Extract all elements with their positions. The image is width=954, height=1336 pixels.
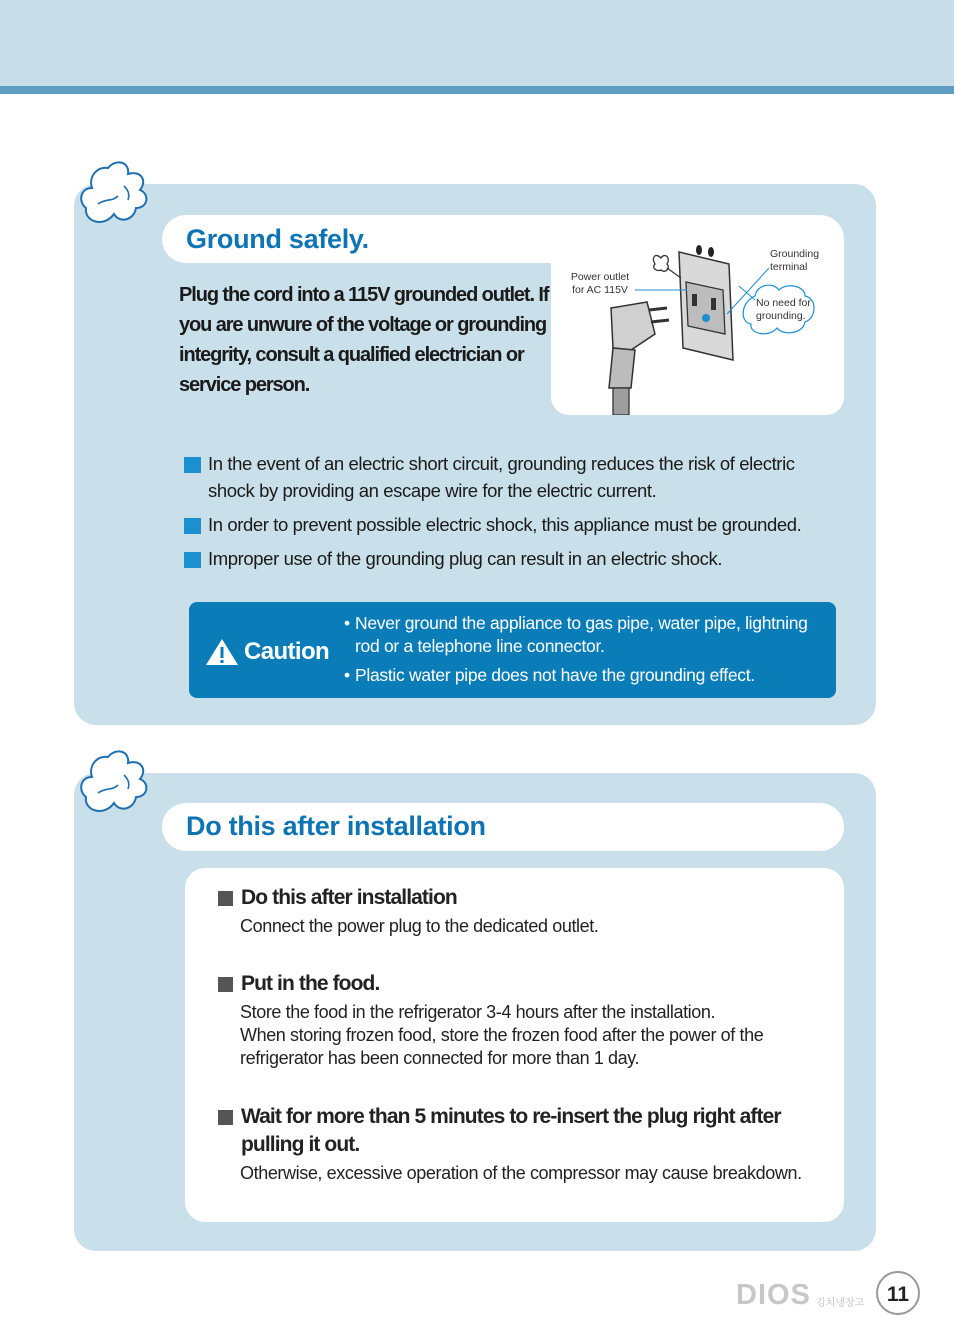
after-item-text-line1: Store the food in the refrigerator 3-4 hours after the installation. [240, 1002, 716, 1022]
top-header-rule [0, 86, 954, 94]
bullet-square-icon [184, 457, 201, 473]
page-number: 11 [876, 1271, 920, 1315]
brand-subtitle: 김치냉장고 [816, 1298, 865, 1309]
bullet-square-icon [218, 1110, 233, 1125]
after-item-heading [218, 884, 838, 912]
bullet-dot-icon: • [344, 613, 350, 633]
after-item-text-line2: When storing frozen food, store the frozen food after the power of the refrigerator has been connected for more than 1 day. [240, 1025, 764, 1068]
label-grounding-terminal [770, 248, 819, 274]
list-item-text: In the event of an electric short circuit, grounding reduces the risk of electric shock by providing an escape wire for the electric current. [208, 453, 795, 501]
after-item-heading [218, 970, 838, 998]
label-grounding-line2: terminal [770, 261, 808, 273]
list-item [184, 450, 844, 504]
label-power-outlet-line1: Power outlet [570, 271, 630, 283]
caution-item-text: Never ground the appliance to gas pipe, water pipe, lightning rod or a telephone line connector. [355, 613, 808, 656]
after-item-heading-text: Wait for more than 5 minutes to re-insert the plug right after pulling it out. [241, 1105, 781, 1156]
caution-item-text: Plastic water pipe does not have the grounding effect. [355, 665, 755, 685]
after-item-heading [218, 1103, 838, 1159]
ground-bullet-list [184, 450, 844, 579]
label-power-outlet-line2: for AC 115V [572, 284, 628, 296]
label-noneed-line1: No need for [756, 297, 811, 309]
after-item [218, 1103, 838, 1185]
warning-triangle-icon [205, 638, 239, 666]
label-no-need-grounding [756, 297, 811, 323]
after-item-text: Otherwise, excessive operation of the compressor may cause breakdown. [240, 1163, 802, 1183]
caution-item [344, 612, 824, 658]
caution-label [205, 638, 329, 666]
caution-item [344, 664, 824, 687]
bullet-square-icon [218, 977, 233, 992]
list-item [184, 511, 844, 538]
bullet-square-icon [218, 891, 233, 906]
cloud-doodle-icon [78, 158, 162, 238]
cloud-doodle-icon [78, 747, 162, 827]
brand-logo: DIOS [736, 1279, 811, 1311]
list-item [184, 545, 844, 572]
after-item [218, 884, 838, 938]
after-item-heading-text: Put in the food. [241, 972, 380, 995]
list-item-text: In order to prevent possible electric shock, this appliance must be grounded. [208, 514, 802, 535]
after-item [218, 970, 838, 1070]
after-item-heading-text: Do this after installation [241, 886, 457, 909]
section-title: Do this after installation [186, 811, 486, 841]
bullet-square-icon [184, 518, 201, 534]
label-power-outlet [566, 271, 634, 297]
top-header-band [0, 0, 954, 86]
bullet-dot-icon: • [344, 665, 350, 685]
intro-paragraph: Plug the cord into a 115V grounded outlet. If you are unwure of the voltage or grounding integrity, consult a qualified electrician or service person. [179, 284, 549, 396]
after-item-text: Connect the power plug to the dedicated outlet. [240, 916, 599, 936]
caution-box [189, 602, 836, 698]
caution-list [344, 612, 824, 693]
bullet-square-icon [184, 552, 201, 568]
label-grounding-line1: Grounding [770, 248, 820, 260]
after-item-text [218, 1001, 838, 1070]
list-item-text: Improper use of the grounding plug can result in an electric shock. [208, 548, 723, 569]
label-noneed-line2: grounding. [756, 310, 806, 322]
section-title: Ground safely. [186, 224, 369, 254]
caution-label-text: Caution [244, 638, 330, 665]
